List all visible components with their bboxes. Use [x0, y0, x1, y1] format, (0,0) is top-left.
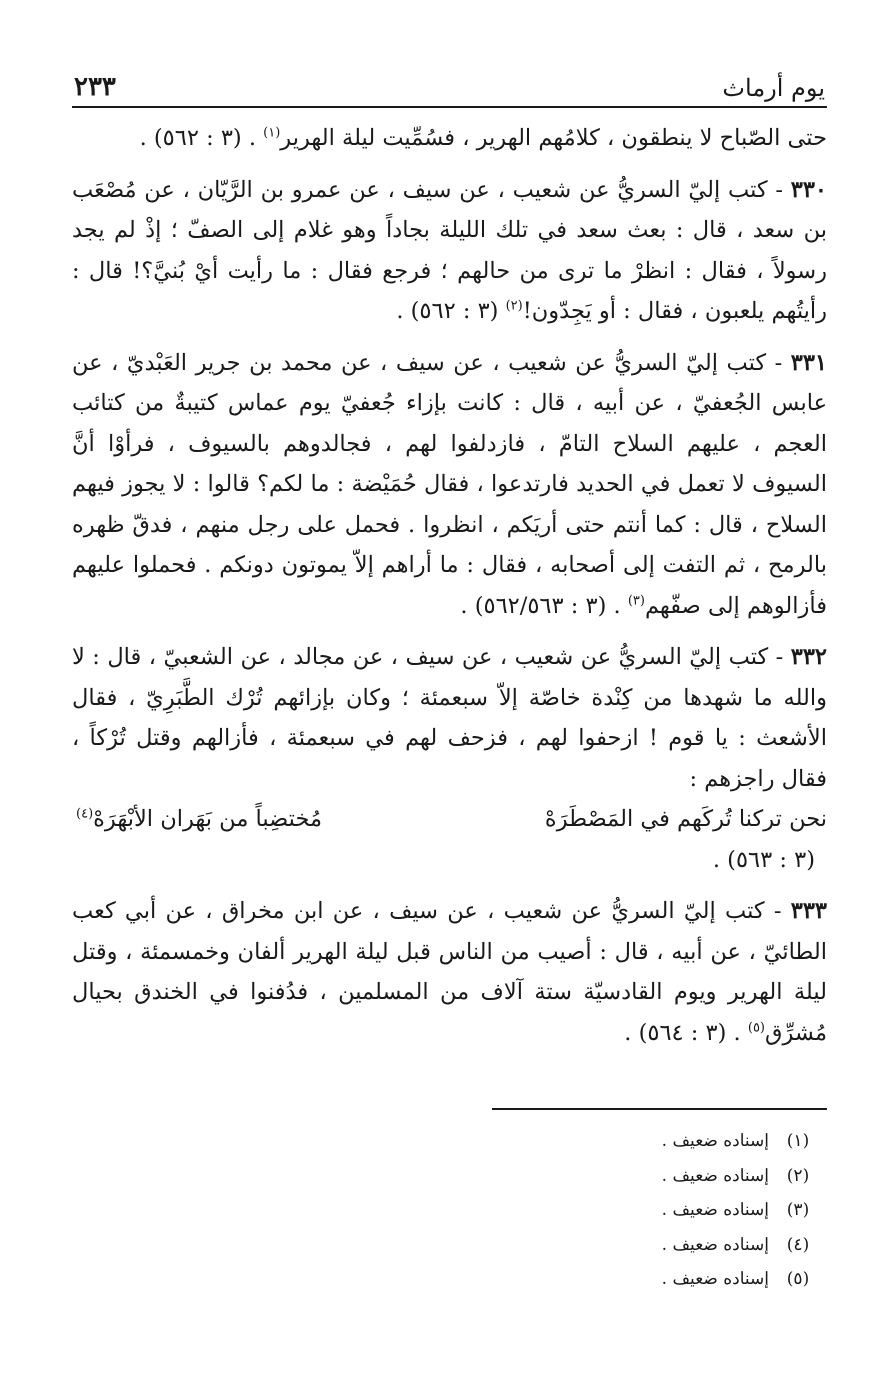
- paragraph-text: - كتب إليّ السريُّ عن شعيب ، عن سيف ، عن عمرو بن الرَّيّان ، عن مُصْعَب بن سعد ، قال : بعث سعد في تلك الليلة بجاداً وهو غلام إلى الصفّ ؛ إذْ لم يجد رسولاً ، فقال : انظرْ ما ترى من حالهم ؛ فرجع فقال : ما رأيت أيْ بُنيَّ؟! قال : رأيتُهم يلعبون ، فقال : أو يَجِدّون!: [72, 176, 827, 324]
- running-header: [72, 60, 827, 108]
- narration-332: [72, 637, 827, 799]
- source-reference: . (٣ : ٥٦٤) .: [624, 1019, 748, 1046]
- book-page: [72, 60, 827, 1360]
- paragraph-continuation: [72, 118, 827, 159]
- paragraph-text: - كتب إليّ السريُّ عن شعيب ، عن سيف ، عن ابن مخراق ، عن أبي كعب الطائيّ ، عن أبيه ، قال : أصيب من الناس قبل ليلة الهرير ألفان وخمسمئة ، وقتل ليلة الهرير ويوم القادسيّة ستة آلاف من المسلمين ، فدُفنوا في الخندق بحيال مُشرِّق: [72, 898, 827, 1046]
- footnote-separator: [492, 1108, 827, 1110]
- footnote-marker: (٥): [747, 1020, 765, 1035]
- paragraph-text: حتى الصّباح لا ينطقون ، كلامُهم الهرير ، فسُمِّيت ليلة الهرير: [280, 125, 827, 151]
- footnote: [72, 1193, 827, 1228]
- footnote: [72, 1262, 827, 1297]
- footnote: [72, 1228, 827, 1263]
- narration-number: ٣٣٠: [790, 176, 827, 203]
- footnote-number: (٣): [786, 1200, 810, 1220]
- narration-number: ٣٣٢: [790, 644, 827, 670]
- footnote-number: (٤): [786, 1234, 810, 1255]
- paragraph-text: - كتب إليّ السريُّ عن شعيب ، عن سيف ، عن مجالد ، عن الشعبيّ ، قال : لا والله ما شهدها من كِنْدة خاصّة إلاّ سبعمئة ؛ وكان بإزائهم تُرْك الطَّبَرِيّ ، فقال الأشعث : يا قوم ! ازحفوا لهم ، فزحف لهم في سبعمئة ، فأزالهم وقتل تُرْكاً ، فقال راجزهم :: [72, 644, 827, 792]
- footnote: [72, 1124, 827, 1159]
- page-number: ٢٣٣: [74, 72, 116, 102]
- paragraph-text: - كتب إليّ السريُّ عن شعيب ، عن سيف ، عن محمد بن جرير العَبْديّ ، عن عابس الجُعفيّ ، عن أبيه ، قال : كانت بإزاء جُعفيّ يوم عماس كتيبةٌ من كتائب العجم ، عليهم السلاح التامّ ، فازدلفوا لهم ، فجالدوهم بالسيوف ، فرأوْا أنَّ السيوف لا تعمل في الحديد فارتدعوا ، فقال حُمَيْضة : ما لكم؟ قالوا : لا يجوز فيهم السلاح ، قال : كما أنتم حتى أريَكم ، انظروا . فحمل على رجل منهم ، فدقّ ظهره بالرمح ، ثم التفت إلى أصحابه ، فقال : ما أراهم إلاّ يموتون دونكم . فحملوا عليهم فأزالوهم إلى صفّهم: [72, 349, 827, 619]
- footnote-marker: (٢): [505, 298, 523, 314]
- source-reference: . (٣ : ٥٦٢) .: [139, 125, 264, 151]
- footnotes: [72, 1124, 827, 1297]
- chapter-title: يوم أرماث: [722, 74, 825, 102]
- main-text: [72, 118, 827, 1053]
- footnote-text: إسناده ضعيف .: [661, 1234, 769, 1255]
- poetry-verse: [72, 799, 827, 840]
- footnote-text: إسناده ضعيف .: [661, 1165, 769, 1186]
- footnote-text: إسناده ضعيف .: [661, 1269, 769, 1289]
- narration-331: [72, 343, 827, 627]
- footnote-marker: (١): [263, 125, 281, 141]
- footnote-marker: (٣): [627, 593, 645, 608]
- verse-second-hemistich-text: مُختضِباً من بَهَران الأبْهَرَهْ: [93, 806, 323, 832]
- footnote: [72, 1159, 827, 1194]
- source-reference: (٣ : ٥٦٢) .: [396, 298, 506, 324]
- narration-330: [72, 170, 827, 332]
- narration-333: [72, 891, 827, 1053]
- narration-number: ٣٣٣: [790, 898, 827, 924]
- footnote-text: إسناده ضعيف .: [661, 1131, 769, 1151]
- source-reference: . (٣ : ٥٦٢/٥٦٣) .: [460, 592, 628, 619]
- footnote-marker: (٤): [76, 806, 94, 822]
- verse-first-hemistich: نحن تركنا تُركَهم في المَصْطَرَهْ: [544, 806, 827, 832]
- source-reference: (٣ : ٥٦٣) .: [712, 846, 815, 873]
- verse-second-hemistich: [76, 799, 322, 840]
- narration-number: ٣٣١: [790, 349, 827, 376]
- footnote-number: (١): [786, 1131, 810, 1151]
- footnote-number: (٢): [786, 1165, 810, 1186]
- footnote-number: (٥): [786, 1269, 810, 1289]
- footnote-text: إسناده ضعيف .: [661, 1200, 769, 1220]
